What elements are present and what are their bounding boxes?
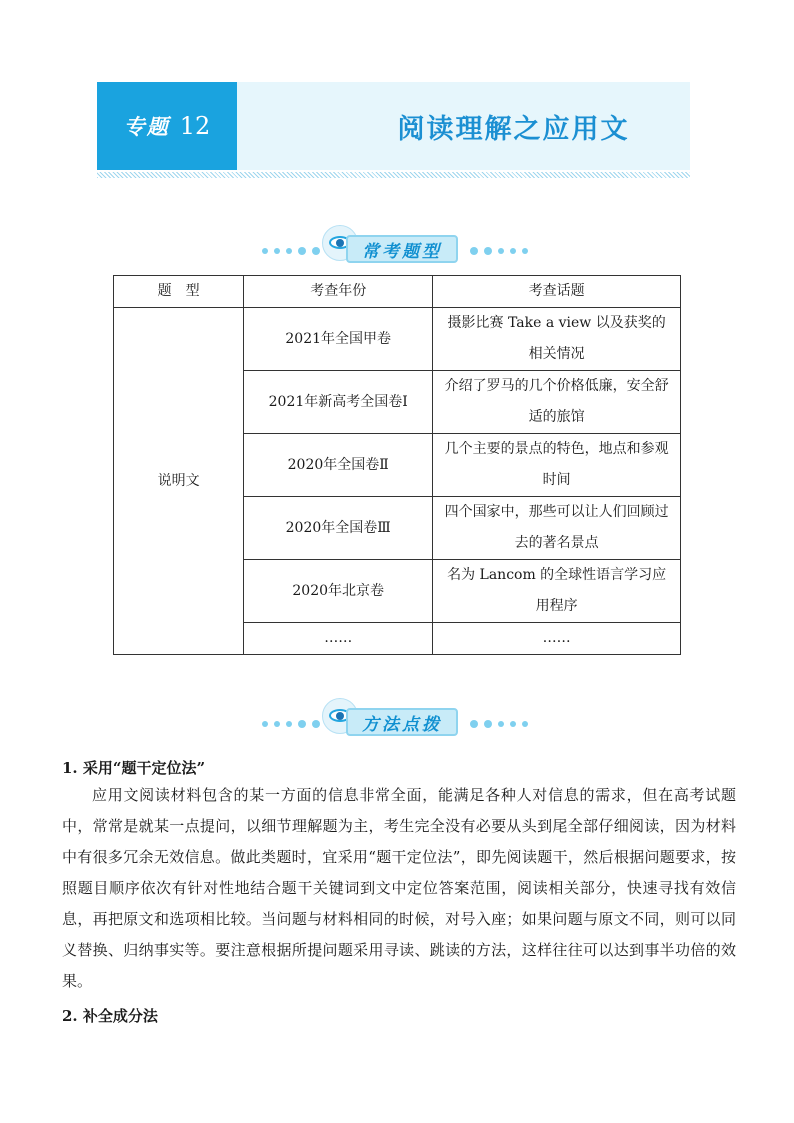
topic-cell: 几个主要的景点的特色，地点和参观时间 xyxy=(433,434,681,497)
year-cell: 2020年全国卷Ⅲ xyxy=(244,497,433,560)
year-cell: 2021年全国甲卷 xyxy=(244,308,433,371)
year-cell: …… xyxy=(244,623,433,655)
table-header-row xyxy=(114,276,681,308)
section-label: 常考题型 xyxy=(346,235,458,263)
decorative-dots-left xyxy=(262,247,320,255)
section-label: 方法点拨 xyxy=(346,708,458,736)
topic-tag-number: 12 xyxy=(179,112,211,140)
decorative-dots-left xyxy=(262,720,320,728)
type-cell: 说明文 xyxy=(114,308,244,655)
topic-cell: …… xyxy=(433,623,681,655)
method-paragraph-1: 应用文阅读材料包含的某一方面的信息非常全面，能满足各种人对信息的需求，但在高考试题中，常常是就某一点提问，以细节理解题为主，考生完全没有必要从头到尾全部仔细阅读，因为材料中有很多冗余无效信息。做此类题时，宜采用“题干定位法”，即先阅读题干，然后根据问题要求，按照题目顺序依次有针对性地结合题干关键词到文中定位答案范围，阅读相关部分，快速寻找有效信息，再把原文和选项相比较。当问题与材料相同的时候，对号入座；如果问题与原文不同，则可以同义替换、归纳事实等。要注意根据所提问题采用寻读、跳读的方法，这样往往可以达到事半功倍的效果。 xyxy=(62,786,736,990)
header-topic: 考查话题 xyxy=(433,276,681,308)
header-type: 题 型 xyxy=(114,276,244,308)
exam-types-table xyxy=(113,275,681,655)
year-cell: 2020年北京卷 xyxy=(244,560,433,623)
banner-hatch-divider xyxy=(97,172,690,178)
topic-cell: 介绍了罗马的几个价格低廉，安全舒适的旅馆 xyxy=(433,371,681,434)
decorative-dots-right xyxy=(470,247,528,255)
topic-tag-word: 专题 xyxy=(123,114,170,139)
method-heading-2: 2. 补全成分法 xyxy=(62,1007,158,1025)
topic-cell: 摄影比赛 Take a view 以及获奖的相关情况 xyxy=(433,308,681,371)
topic-banner xyxy=(97,82,690,170)
header-year: 考查年份 xyxy=(244,276,433,308)
page-title: 阅读理解之应用文 xyxy=(397,113,630,145)
topic-tag xyxy=(97,82,237,170)
table-row xyxy=(114,308,681,371)
year-cell: 2021年新高考全国卷Ⅰ xyxy=(244,371,433,434)
decorative-dots-right xyxy=(470,720,528,728)
year-cell: 2020年全国卷Ⅱ xyxy=(244,434,433,497)
method-heading-1: 1. 采用“题干定位法” xyxy=(62,759,206,777)
topic-cell: 四个国家中，那些可以让人们回顾过去的著名景点 xyxy=(433,497,681,560)
topic-cell: 名为 Lancom 的全球性语言学习应用程序 xyxy=(433,560,681,623)
section-heading-methods xyxy=(250,696,540,740)
section-heading-common-types xyxy=(250,223,540,267)
